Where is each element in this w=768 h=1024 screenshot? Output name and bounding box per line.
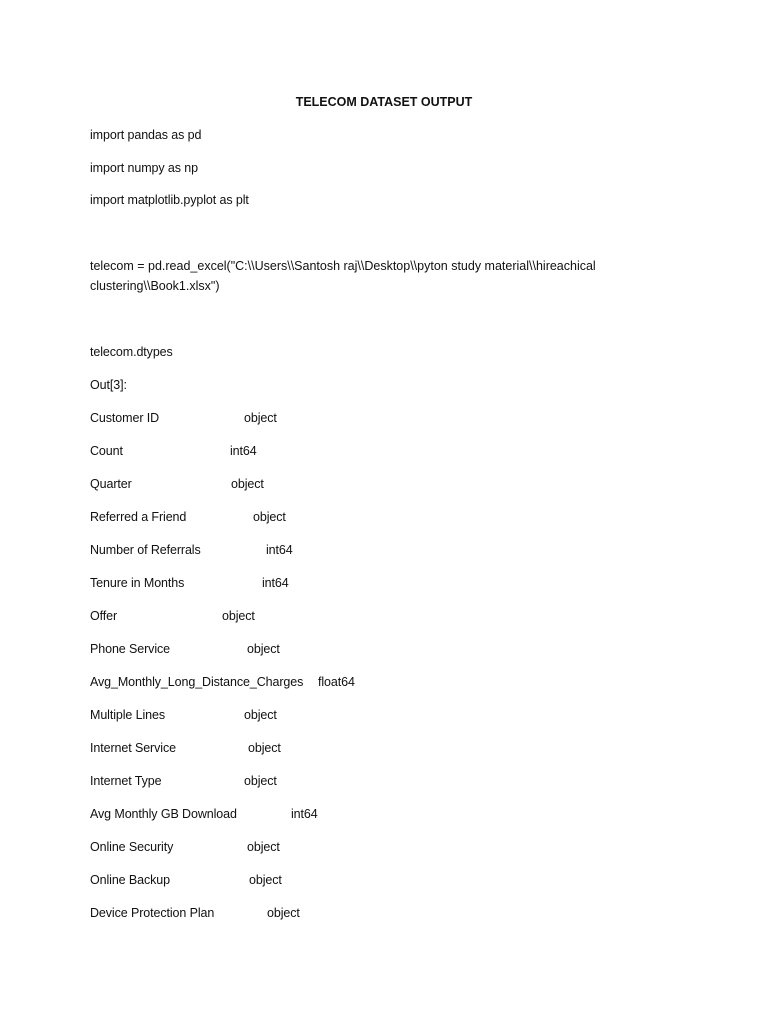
dtype-row-type: int64 bbox=[262, 576, 289, 590]
dtype-row-type: int64 bbox=[291, 807, 318, 821]
dtype-row-type: object bbox=[247, 642, 280, 656]
dtype-row-type: object bbox=[267, 906, 300, 920]
dtype-row-type: int64 bbox=[266, 543, 293, 557]
dtype-row-type: object bbox=[249, 873, 282, 887]
out-label: Out[3]: bbox=[90, 378, 127, 392]
dtype-row-type: object bbox=[222, 609, 255, 623]
dtype-row-name: Multiple Lines bbox=[90, 708, 166, 722]
dtype-row-name: Online Security bbox=[90, 840, 174, 854]
dtype-row-type: int64 bbox=[230, 444, 257, 458]
import-matplotlib-line: import matplotlib.pyplot as plt bbox=[90, 193, 249, 207]
dtype-row-name: Tenure in Months bbox=[90, 576, 185, 590]
dtype-row-type: object bbox=[253, 510, 286, 524]
import-numpy-line: import numpy as np bbox=[90, 161, 198, 175]
dtype-row-type: object bbox=[244, 708, 277, 722]
dtype-row-name: Avg Monthly GB Download bbox=[90, 807, 237, 821]
dtype-row-type: object bbox=[248, 741, 281, 755]
dtype-row-type: object bbox=[247, 840, 280, 854]
dtype-row-name: Number of Referrals bbox=[90, 543, 201, 557]
dtype-row-name: Customer ID bbox=[90, 411, 160, 425]
dtype-row-name: Quarter bbox=[90, 477, 132, 491]
dtype-row-type: object bbox=[244, 411, 277, 425]
dtype-row-type: object bbox=[231, 477, 264, 491]
document-title: TELECOM DATASET OUTPUT bbox=[295, 95, 473, 109]
dtype-row-name: Online Backup bbox=[90, 873, 170, 887]
dtype-row-name: Internet Type bbox=[90, 774, 162, 788]
read-excel-line: telecom = pd.read_excel("C:\\Users\\Santosh raj\\Desktop\\pyton study material\\hireachical clustering\\Book1.xlsx") bbox=[90, 259, 596, 293]
dtype-row-name: Offer bbox=[90, 609, 118, 623]
dtype-row-type: float64 bbox=[318, 675, 355, 689]
dtype-row-name: Count bbox=[90, 444, 123, 458]
import-pandas-line: import pandas as pd bbox=[90, 128, 202, 142]
dtype-row-type: object bbox=[244, 774, 277, 788]
dtype-row-name: Device Protection Plan bbox=[90, 906, 215, 920]
dtype-row-name: Internet Service bbox=[90, 741, 176, 755]
dtypes-call-line: telecom.dtypes bbox=[90, 345, 173, 359]
dtype-row-name: Phone Service bbox=[90, 642, 170, 656]
dtype-row-name: Avg_Monthly_Long_Distance_Charges bbox=[90, 675, 304, 689]
dtype-row-name: Referred a Friend bbox=[90, 510, 187, 524]
